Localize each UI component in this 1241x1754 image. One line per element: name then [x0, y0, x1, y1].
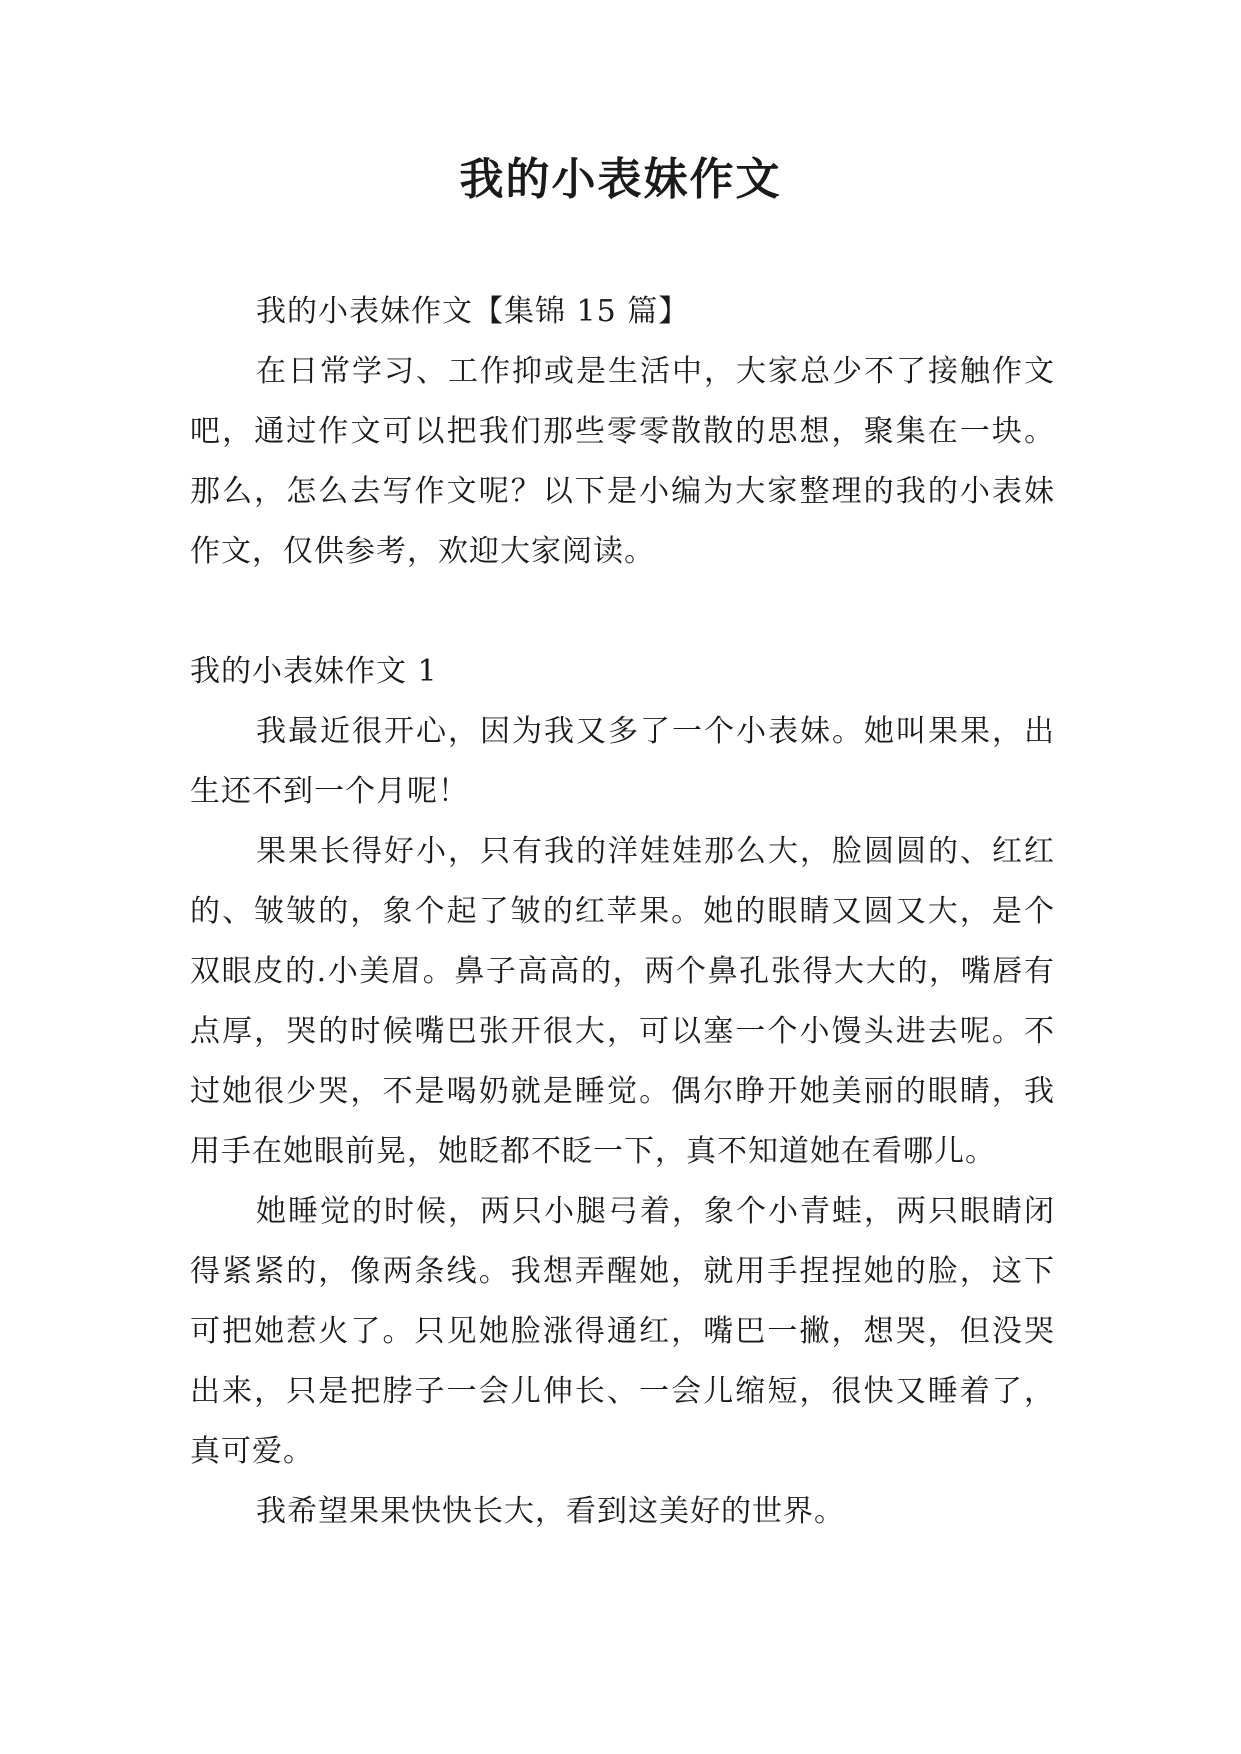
document-body	[190, 282, 1055, 1542]
body-paragraph-2: 果果长得好小，只有我的洋娃娃那么大，脸圆圆的、红红的、皱皱的，象个起了皱的红苹果。她的眼睛又圆又大，是个双眼皮的.小美眉。鼻子高高的，两个鼻孔张得大大的，嘴唇有点厚，哭的时候嘴巴张开很大，可以塞一个小馒头进去呢。不过她很少哭，不是喝奶就是睡觉。偶尔睁开她美丽的眼睛，我用手在她眼前晃，她眨都不眨一下，真不知道她在看哪儿。	[190, 834, 1055, 1169]
document-subtitle: 我的小表妹作文【集锦 15 篇】	[256, 294, 690, 329]
intro-paragraph: 在日常学习、工作抑或是生活中，大家总少不了接触作文吧，通过作文可以把我们那些零零散散的思想，聚集在一块。那么，怎么去写作文呢？以下是小编为大家整理的我的小表妹作文，仅供参考，欢迎大家阅读。	[190, 354, 1055, 569]
body-paragraph-4: 我希望果果快快长大，看到这美好的世界。	[256, 1494, 845, 1529]
section-heading: 我的小表妹作文 1	[190, 654, 438, 689]
document-title: 我的小表妹作文	[459, 154, 782, 205]
body-paragraph-1: 我最近很开心，因为我又多了一个小表妹。她叫果果，出生还不到一个月呢！	[190, 714, 1055, 809]
body-paragraph-3: 她睡觉的时候，两只小腿弓着，象个小青蛙，两只眼睛闭得紧紧的，像两条线。我想弄醒她，就用手捏捏她的脸，这下可把她惹火了。只见她脸涨得通红，嘴巴一撇，想哭，但没哭出来，只是把脖子一会儿伸长、一会儿缩短，很快又睡着了，真可爱。	[190, 1194, 1055, 1469]
